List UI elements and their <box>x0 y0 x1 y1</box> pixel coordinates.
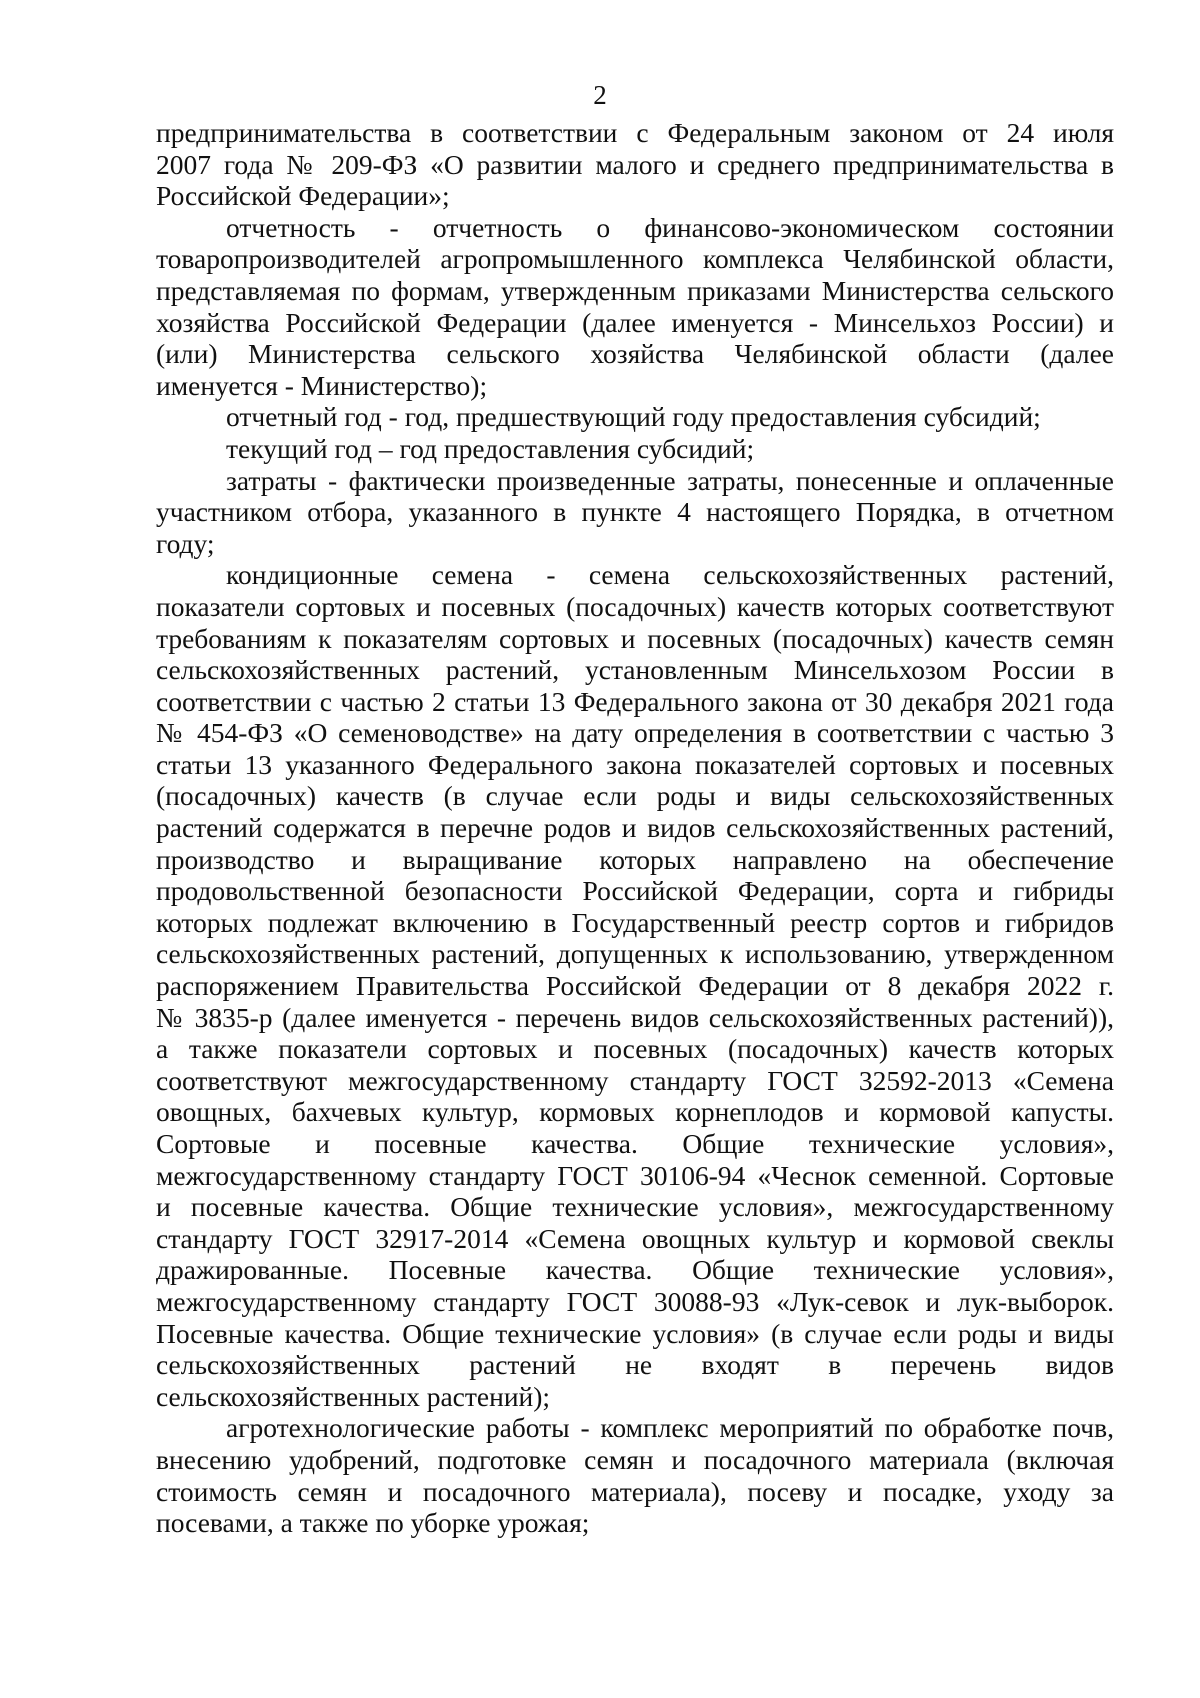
text-line: межгосударственному стандарту ГОСТ 30088-93 «Лук-севок и лук-выборок. <box>156 1285 1114 1317</box>
text-line: и посевные качества. Общие технические условия», межгосударственному <box>156 1191 1114 1223</box>
text-line: внесению удобрений, подготовке семян и посадочного материала (включая <box>156 1443 1114 1475</box>
text-line: распоряжением Правительства Российской Федерации от 8 декабря 2022 г. <box>156 970 1114 1002</box>
text-line: агротехнологические работы - комплекс мероприятий по обработке почв, <box>226 1412 1114 1444</box>
text-line: участником отбора, указанного в пункте 4 настоящего Порядка, в отчетном <box>156 496 1114 528</box>
paragraph <box>156 433 1114 465</box>
text-line: сельскохозяйственных растений, установленным Минсельхозом России в <box>156 654 1114 686</box>
text-line: сельскохозяйственных растений, допущенных к использованию, утвержденном <box>156 938 1114 970</box>
document-body <box>156 117 1114 1539</box>
text-line: № 3835-р (далее именуется - перечень видов сельскохозяйственных растений)), <box>156 1001 1114 1033</box>
text-line: а также показатели сортовых и посевных (посадочных) качеств которых <box>156 1033 1114 1065</box>
text-line: соответствуют межгосударственному стандарту ГОСТ 32592-2013 «Семена <box>156 1064 1114 1096</box>
paragraph <box>156 212 1114 402</box>
text-line: отчетный год - год, предшествующий году предоставления субсидий; <box>226 401 1041 433</box>
text-line: дражированные. Посевные качества. Общие технические условия», <box>156 1254 1114 1286</box>
text-line: Посевные качества. Общие технические условия» (в случае если роды и виды <box>156 1317 1114 1349</box>
text-line: растений содержатся в перечне родов и видов сельскохозяйственных растений, <box>156 812 1114 844</box>
text-line: хозяйства Российской Федерации (далее именуется - Минсельхоз России) и <box>156 306 1114 338</box>
paragraph <box>156 401 1114 433</box>
text-line: сельскохозяйственных растений не входят в перечень видов <box>156 1349 1114 1381</box>
text-line: статьи 13 указанного Федерального закона показателей сортовых и посевных <box>156 748 1114 780</box>
text-line: (или) Министерства сельского хозяйства Челябинской области (далее <box>156 338 1114 370</box>
text-line: показатели сортовых и посевных (посадочных) качеств которых соответствуют <box>156 590 1114 622</box>
text-line: межгосударственному стандарту ГОСТ 30106-94 «Чеснок семенной. Сортовые <box>156 1159 1114 1191</box>
page-number: 2 <box>593 80 607 110</box>
text-line: (посадочных) качеств (в случае если роды и виды сельскохозяйственных <box>156 780 1114 812</box>
text-line: продовольственной безопасности Российской Федерации, сорта и гибриды <box>156 875 1114 907</box>
text-line: требованиям к показателям сортовых и посевных (посадочных) качеств семян <box>156 622 1114 654</box>
paragraph <box>156 117 1114 212</box>
text-line: году; <box>156 527 215 559</box>
text-line: посевами, а также по уборке урожая; <box>156 1507 590 1539</box>
text-line: предпринимательства в соответствии с Федеральным законом от 24 июля <box>156 117 1114 148</box>
paragraph <box>156 465 1114 560</box>
text-line: стоимость семян и посадочного материала), посеву и посадке, уходу за <box>156 1475 1114 1507</box>
text-line: сельскохозяйственных растений); <box>156 1380 551 1412</box>
text-line: 2007 года № 209-ФЗ «О развитии малого и среднего предпринимательства в <box>156 148 1114 180</box>
text-line: № 454-ФЗ «О семеноводстве» на дату определения в соответствии с частью 3 <box>156 717 1114 749</box>
text-line: текущий год – год предоставления субсидий; <box>226 432 755 464</box>
text-line: товаропроизводителей агропромышленного комплекса Челябинской области, <box>156 243 1114 275</box>
text-line: соответствии с частью 2 статьи 13 Федерального закона от 30 декабря 2021 года <box>156 685 1114 717</box>
paragraph <box>156 1412 1114 1538</box>
text-line: стандарту ГОСТ 32917-2014 «Семена овощных культур и кормовой свеклы <box>156 1222 1114 1254</box>
text-line: кондиционные семена - семена сельскохозяйственных растений, <box>226 559 1114 591</box>
text-line: Сортовые и посевные качества. Общие технические условия», <box>156 1128 1114 1159</box>
text-line: овощных, бахчевых культур, кормовых корнеплодов и кормовой капусты. <box>156 1096 1114 1128</box>
text-line: именуется - Министерство); <box>156 369 488 401</box>
text-line: затраты - фактически произведенные затраты, понесенные и оплаченные <box>226 464 1114 496</box>
text-line: отчетность - отчетность о финансово-экономическом состоянии <box>226 211 1114 243</box>
text-line: производство и выращивание которых направлено на обеспечение <box>156 843 1114 875</box>
paragraph <box>156 559 1114 1412</box>
text-line: которых подлежат включению в Государственный реестр сортов и гибридов <box>156 906 1114 938</box>
text-line: представляемая по формам, утвержденным приказами Министерства сельского <box>156 274 1114 306</box>
text-line: Российской Федерации»; <box>156 180 450 212</box>
